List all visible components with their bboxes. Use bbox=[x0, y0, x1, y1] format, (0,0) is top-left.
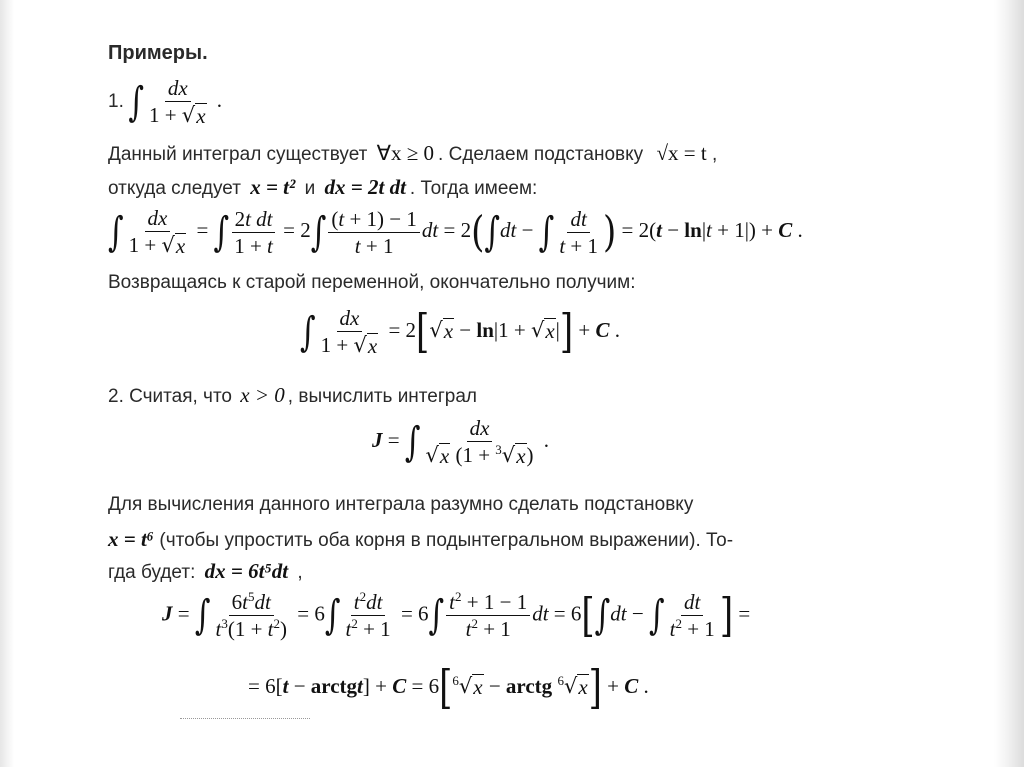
cut-off-line bbox=[180, 714, 310, 719]
text-line-return: Возвращаясь к старой переменной, окончательно получим: bbox=[108, 272, 636, 293]
slide-left-shadow bbox=[0, 0, 14, 767]
example-1-solution-equation: ∫ dx 1 + √ x = ∫ $\frac{\text{2t dt}}{1 + t}$ = 2∫ $\frac{(t + 1) - 1}{t + 1}$ dt = 2(∫dt − ∫ $\frac{dt}{t + 1}$ ) = 2(t − ln|t + 1|) + C . bbox=[108, 206, 803, 259]
text-line-substitution-advice: Для вычисления данного интеграла разумно сделать подстановку bbox=[108, 494, 694, 515]
example-2-solution-line-2: = 6[t − arctgt] + C = 6[$^6$ √ x − arctg $^6$ √ x ] + C . bbox=[248, 661, 649, 715]
text-line-substitution: откуда следует x = t² и dx = 2t dt . Тогда имеем: bbox=[108, 175, 538, 199]
text-line-existence: Данный интеграл существует ∀x ≥ 0 . Сделаем подстановку √x = t , bbox=[108, 141, 718, 165]
example-2-statement: 2. Считая, что x > 0 , вычислить интеграл bbox=[108, 383, 478, 407]
slide-right-shadow bbox=[994, 0, 1024, 767]
text-line-dx: гда будет: dx = 6t⁵dt , bbox=[108, 559, 303, 583]
example-2-integral: J = ∫ dx √ x (1 + $^3$ √ x ) . bbox=[372, 416, 550, 469]
example-1-final-result: ∫ dx 1 + √ x = 2[ √ x − ln|1 + √ x |] + C . bbox=[300, 305, 621, 360]
example-2-solution-line-1: J = ∫ $\frac{6t^5dt}{t^3(1 + t^2)}$ = 6∫ $\frac{t^2dt}{t^2 + 1}$ = 6∫ $\frac{t^2 + 1 - 1}{t^2 + 1}$ dt = 6[∫dt − ∫ $\frac{dt}{t^2 + 1}$ ] = bbox=[162, 588, 751, 643]
example-1-integral: 1. ∫ dx 1 + √ x . bbox=[108, 76, 223, 129]
page-heading: Примеры. bbox=[108, 42, 208, 64]
text-line-substitution-x: x = t⁶ (чтобы упростить оба корня в подынтегральном выражении). То- bbox=[108, 527, 734, 551]
example-1-number: 1. bbox=[108, 90, 124, 112]
